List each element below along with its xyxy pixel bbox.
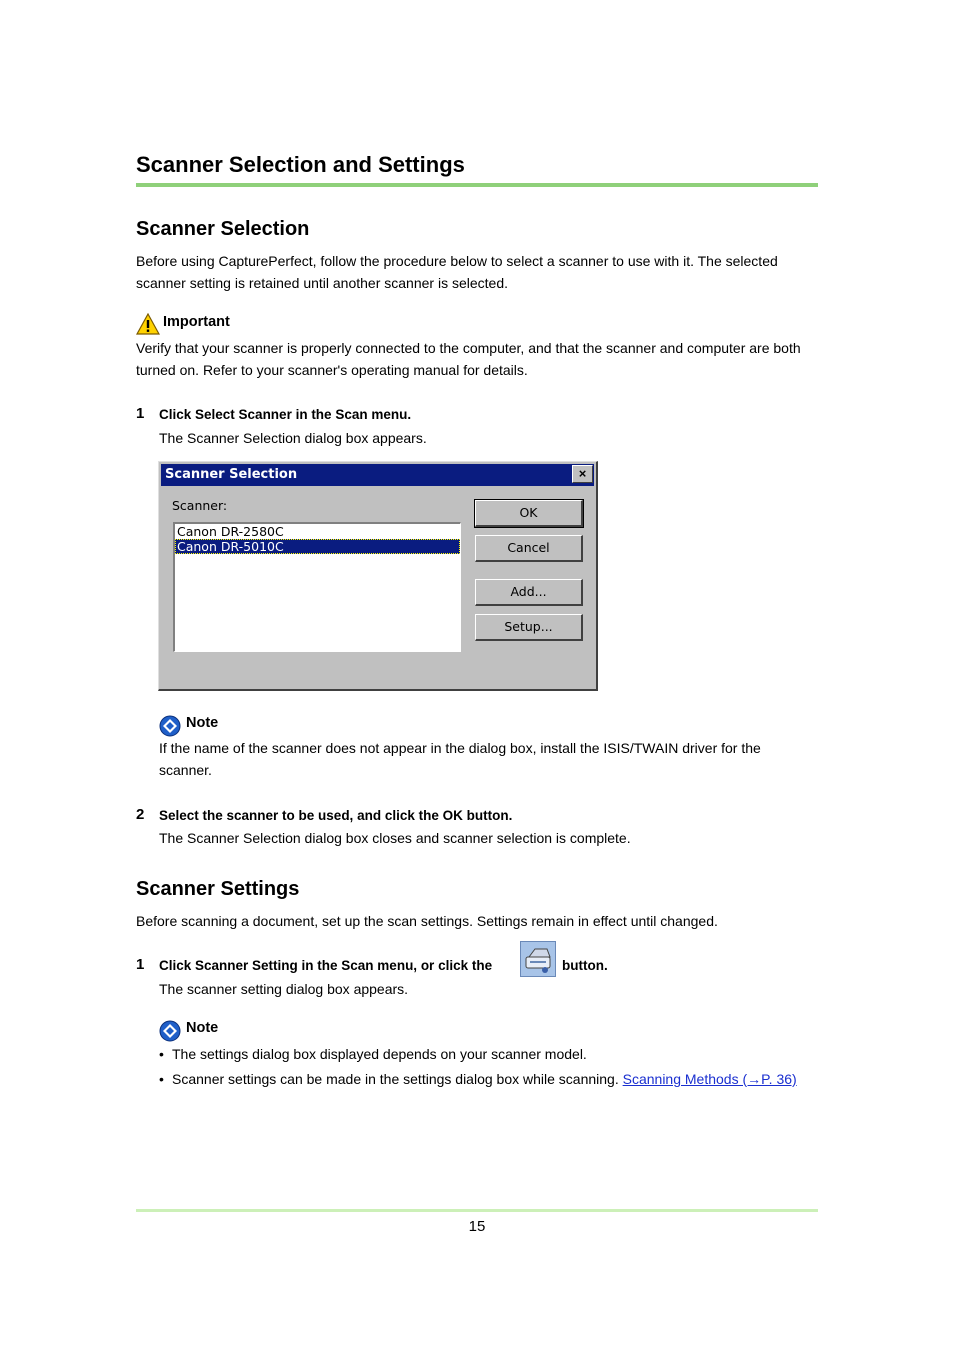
note-icon (159, 1020, 181, 1042)
bullet-text: The settings dialog box displayed depends on your scanner model. (172, 1046, 587, 1062)
step-number: 1 (136, 405, 145, 422)
step-title: Select the scanner to be used, and click the OK button. (159, 808, 513, 823)
note-label: Note (186, 1020, 219, 1036)
step-title: Click Scanner Setting in the Scan menu, or click the (159, 958, 493, 973)
scanner-list-item-selected[interactable]: Canon DR-5010C (175, 539, 460, 554)
section-heading-selection: Scanner Selection (136, 218, 310, 240)
note-text-1: If the name of the scanner does not appear in the dialog box, install the ISIS/TWAIN driver for the (159, 740, 761, 756)
scanner-label: Scanner: (172, 498, 228, 513)
step-description: The Scanner Selection dialog box appears. (159, 430, 427, 446)
note-text-2: scanner. (159, 762, 212, 778)
scanner-setting-icon (520, 941, 556, 977)
scanning-methods-link[interactable]: Scanning Methods (→P. 36) (622, 1071, 797, 1087)
scanner-selection-dialog (158, 461, 598, 691)
note-icon (159, 715, 181, 737)
warning-icon (136, 313, 160, 335)
important-text-1: Verify that your scanner is properly connected to the computer, and that the scanner and computer are both (136, 340, 801, 356)
step-description: The Scanner Selection dialog box closes and scanner selection is complete. (159, 830, 631, 846)
settings-intro: Before scanning a document, set up the scan settings. Settings remain in effect until changed. (136, 913, 718, 929)
title-rule (136, 183, 818, 187)
scanner-list[interactable] (173, 522, 461, 652)
step-description: The scanner setting dialog box appears. (159, 981, 409, 997)
important-label: Important (163, 314, 230, 330)
ok-button[interactable]: OK (475, 500, 583, 527)
page-number: 15 (468, 1218, 486, 1235)
selection-intro-2: scanner setting is retained until another scanner is selected. (136, 275, 508, 291)
dialog-title: Scanner Selection (161, 464, 594, 486)
setup-button[interactable]: Setup... (475, 614, 583, 641)
add-button[interactable]: Add... (475, 579, 583, 606)
scanner-list-item[interactable]: Canon DR-2580C (177, 524, 284, 539)
close-button[interactable]: × (572, 465, 593, 483)
step-title: Click Select Scanner in the Scan menu. (159, 407, 412, 422)
bullet-item: • Scanner settings can be made in the settings dialog box while scanning. Scanning Methods (→P. 36) (159, 1071, 797, 1087)
step-number: 1 (136, 956, 145, 973)
bullet-item: • The settings dialog box displayed depends on your scanner model. (159, 1046, 587, 1062)
important-text-2: turned on. Refer to your scanner's operating manual for details. (136, 362, 528, 378)
cancel-button[interactable]: Cancel (475, 535, 583, 562)
footer-rule (136, 1209, 818, 1212)
step-number: 2 (136, 806, 145, 823)
bullet-text: Scanner settings can be made in the settings dialog box while scanning. (172, 1071, 619, 1087)
selection-intro-1: Before using CapturePerfect, follow the procedure below to select a scanner to use with it. The selected (136, 253, 778, 269)
step-title-suffix: button. (562, 958, 608, 973)
section-heading-settings: Scanner Settings (136, 878, 300, 900)
note-label: Note (186, 715, 219, 731)
page-title: Scanner Selection and Settings (136, 152, 465, 177)
